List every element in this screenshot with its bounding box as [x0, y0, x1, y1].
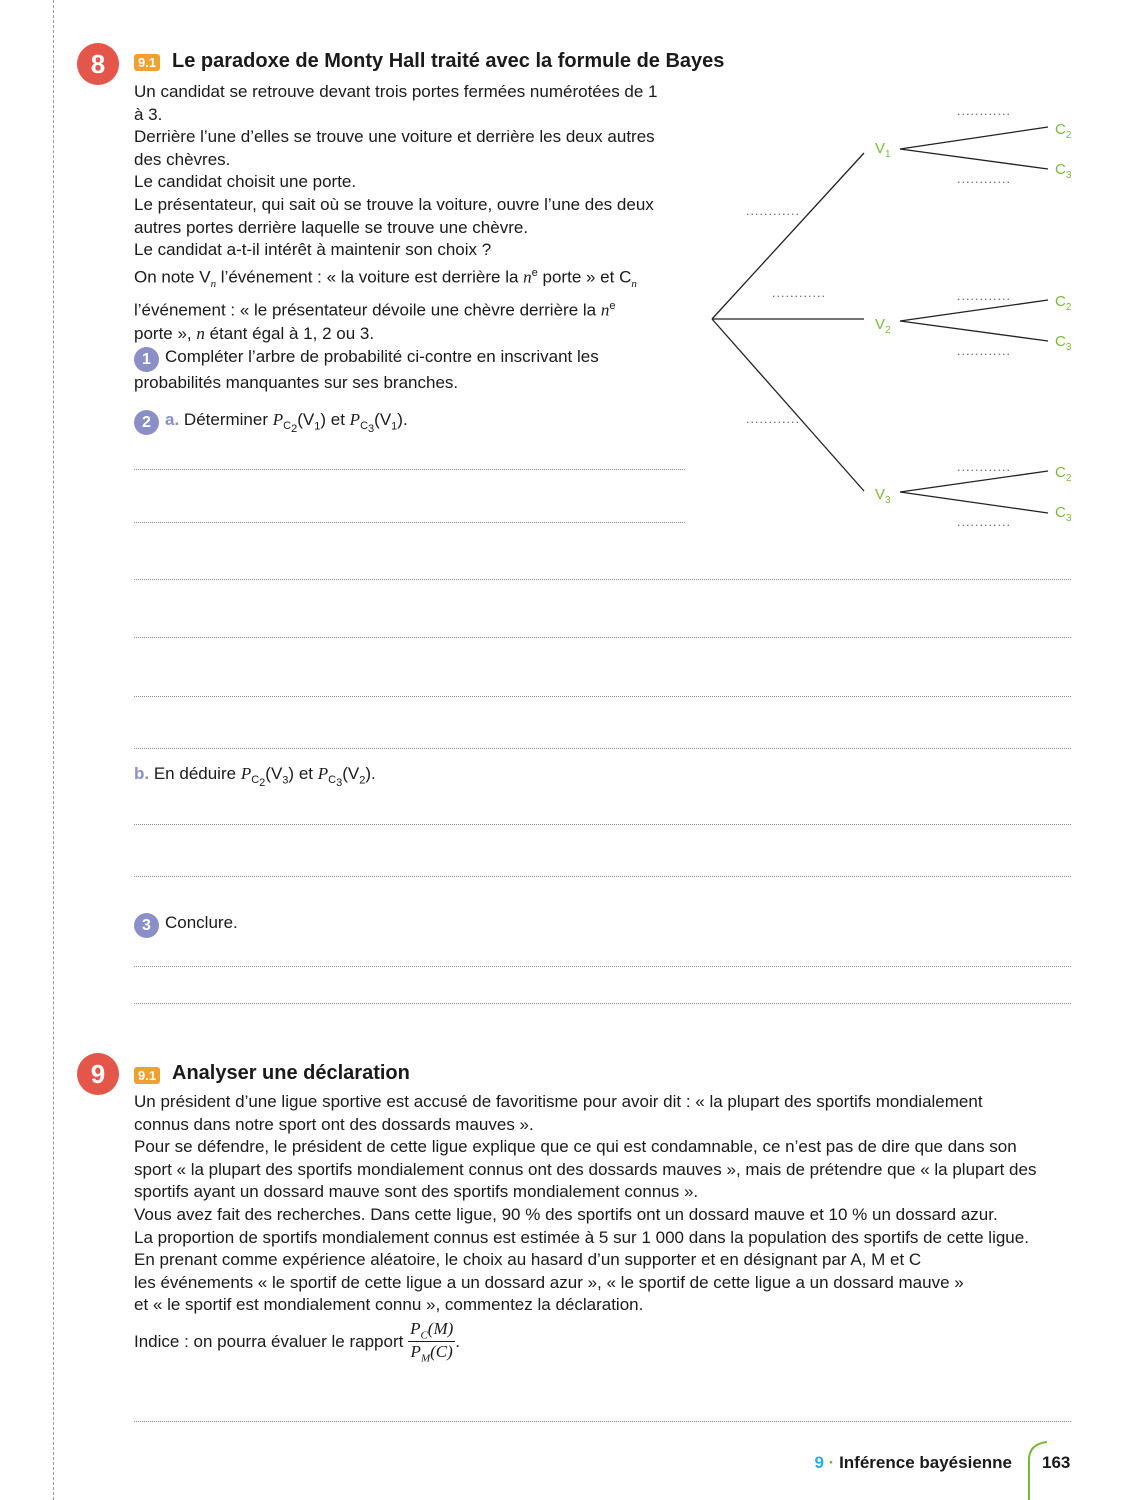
answer-line[interactable]	[134, 637, 1071, 638]
statement-line: sport « la plupart des sportifs mondialement connus ont des dossards mauves », mais de prétendre que « la plupart des	[134, 1159, 1037, 1179]
exercise-9-statement	[134, 1091, 1084, 1317]
node-c3: $C_3$	[1055, 504, 1072, 524]
blank-v3-c3[interactable]: ............	[957, 516, 1011, 529]
intro-line: autres portes derrière laquelle se trouve une chèvre.	[134, 217, 529, 237]
blank-v3-c2[interactable]: ............	[957, 461, 1011, 474]
answer-line[interactable]	[134, 1421, 1071, 1422]
exercise-8-tag: 9.1	[134, 54, 160, 71]
statement-line: Pour se défendre, le président de cette ligue explique que ce qui est condamnable, ce n’est pas de dire que dans son	[134, 1137, 1017, 1157]
node-v2: $V_2$	[875, 316, 891, 336]
answer-line[interactable]	[134, 469, 685, 470]
node-v1: $V_1$	[875, 140, 891, 160]
answer-line[interactable]	[134, 876, 1071, 877]
branch-v2-c2	[900, 300, 1048, 321]
intro-line: à 3.	[134, 104, 163, 124]
node-c2: $C_2$	[1055, 121, 1072, 141]
branch-v1-c3	[900, 149, 1048, 169]
statement-line: les événements « le sportif de cette ligue a un dossard azur », « le sportif de cette ligue a un dossard mauve »	[134, 1272, 964, 1292]
branch-root-v3	[712, 319, 864, 491]
notation-line-1: On note $V_n$ l’événement : « la voiture est derrière la $n^e$ porte » et $C_n$	[134, 266, 637, 290]
node-c3: $C_3$	[1055, 161, 1072, 181]
node-c2: $C_2$	[1055, 464, 1072, 484]
blank-v1-c2[interactable]: ............	[957, 105, 1011, 118]
notation-line-2: l’événement : « le présentateur dévoile une chèvre derrière la $n^e$	[134, 300, 616, 321]
question-2b: b. En déduire $P_{C_2}(V_3)$ et $P_{C_3}(V_2)$.	[134, 764, 376, 790]
exercise-9-tag: 9.1	[134, 1067, 160, 1084]
page-number: 163	[1042, 1453, 1071, 1472]
statement-line: La proportion de sportifs mondialement connus est estimée à 5 sur 1 000 dans la population des sportifs de cette ligue.	[134, 1227, 1029, 1247]
answer-line[interactable]	[134, 1003, 1071, 1004]
blank-v1-c3[interactable]: ............	[957, 173, 1011, 186]
blank-v2-c3[interactable]: ............	[957, 345, 1011, 358]
answer-line[interactable]	[134, 579, 1071, 580]
question-1: 1 Compléter l’arbre de probabilité ci-contre en inscrivant les probabilités manquantes sur ses branches.	[134, 347, 599, 392]
branch-v1-c2	[900, 127, 1048, 149]
intro-line: Le candidat a-t-il intérêt à maintenir son choix ?	[134, 240, 492, 260]
notation-line-3: porte », n étant égal à 1, 2 ou 3.	[134, 323, 375, 343]
branch-v3-c2	[900, 471, 1048, 492]
answer-line[interactable]	[134, 748, 1071, 749]
blank-root-v3[interactable]: ............	[746, 413, 800, 426]
question-3-number: 3	[134, 913, 159, 938]
intro-line: des chèvres.	[134, 149, 231, 169]
hint-fraction: $\frac{P_C(M)}{P_M(C)}$	[410, 1319, 454, 1365]
statement-line: Vous avez fait des recherches. Dans cette ligue, 90 % des sportifs ont un dossard mauve et 10 % un dossard azur.	[134, 1204, 998, 1224]
intro-line: Un candidat se retrouve devant trois portes fermées numérotées de 1	[134, 82, 658, 101]
exercise-8-title: Le paradoxe de Monty Hall traité avec la formule de Bayes	[172, 50, 725, 72]
node-c2: $C_2$	[1055, 293, 1072, 313]
statement-line: En prenant comme expérience aléatoire, le choix au hasard d’un supporter et en désignant par A, M et C	[134, 1250, 922, 1270]
exercise-9-badge: 9	[77, 1053, 119, 1095]
tree-branches	[700, 95, 1100, 535]
blank-root-v1[interactable]: ............	[746, 205, 800, 218]
exercise-8-badge: 8	[77, 43, 119, 85]
answer-line[interactable]	[134, 696, 1071, 697]
blank-v2-c2[interactable]: ............	[957, 290, 1011, 303]
probability-tree	[700, 95, 1100, 535]
answer-line[interactable]	[134, 966, 1071, 967]
exercise-9-hint: Indice : on pourra évaluer le rapport $\frac{P_C(M)}{P_M(C)}$ .	[134, 1319, 461, 1365]
exercise-8-statement	[134, 81, 694, 345]
answer-line[interactable]	[134, 824, 1071, 825]
footer-chapter: 9 · Inférence bayésienne	[814, 1453, 1012, 1472]
question-3: 3 Conclure.	[134, 912, 694, 938]
intro-line: Le présentateur, qui sait où se trouve la voiture, ouvre l’une des deux	[134, 194, 654, 214]
statement-line: Un président d’une ligue sportive est accusé de favoritisme pour avoir dit : « la plupart des sportifs mondialement	[134, 1092, 983, 1111]
statement-line: et « le sportif est mondialement connu », commentez la déclaration.	[134, 1295, 644, 1315]
statement-line: sportifs ayant un dossard mauve sont des sportifs mondialement connus ».	[134, 1182, 699, 1202]
blank-root-v2[interactable]: ............	[772, 287, 826, 300]
branch-v2-c3	[900, 321, 1048, 341]
question-2a: 2 a. Déterminer $P_{C_2}(V_1)$ et $P_{C_3}(V_1)$.	[134, 409, 694, 441]
margin-dashed-line	[53, 0, 54, 1500]
statement-line: connus dans notre sport ont des dossards mauves ».	[134, 1114, 534, 1134]
intro-line: Le candidat choisit une porte.	[134, 172, 357, 192]
branch-v3-c3	[900, 492, 1048, 513]
node-v3: $V_3$	[875, 486, 891, 506]
answer-line[interactable]	[134, 522, 685, 523]
exercise-9-title: Analyser une déclaration	[172, 1062, 410, 1084]
node-c3: $C_3$	[1055, 333, 1072, 353]
question-2-number: 2	[134, 410, 159, 435]
intro-line: Derrière l’une d’elles se trouve une voiture et derrière les deux autres	[134, 127, 655, 147]
question-1-number: 1	[134, 347, 159, 372]
